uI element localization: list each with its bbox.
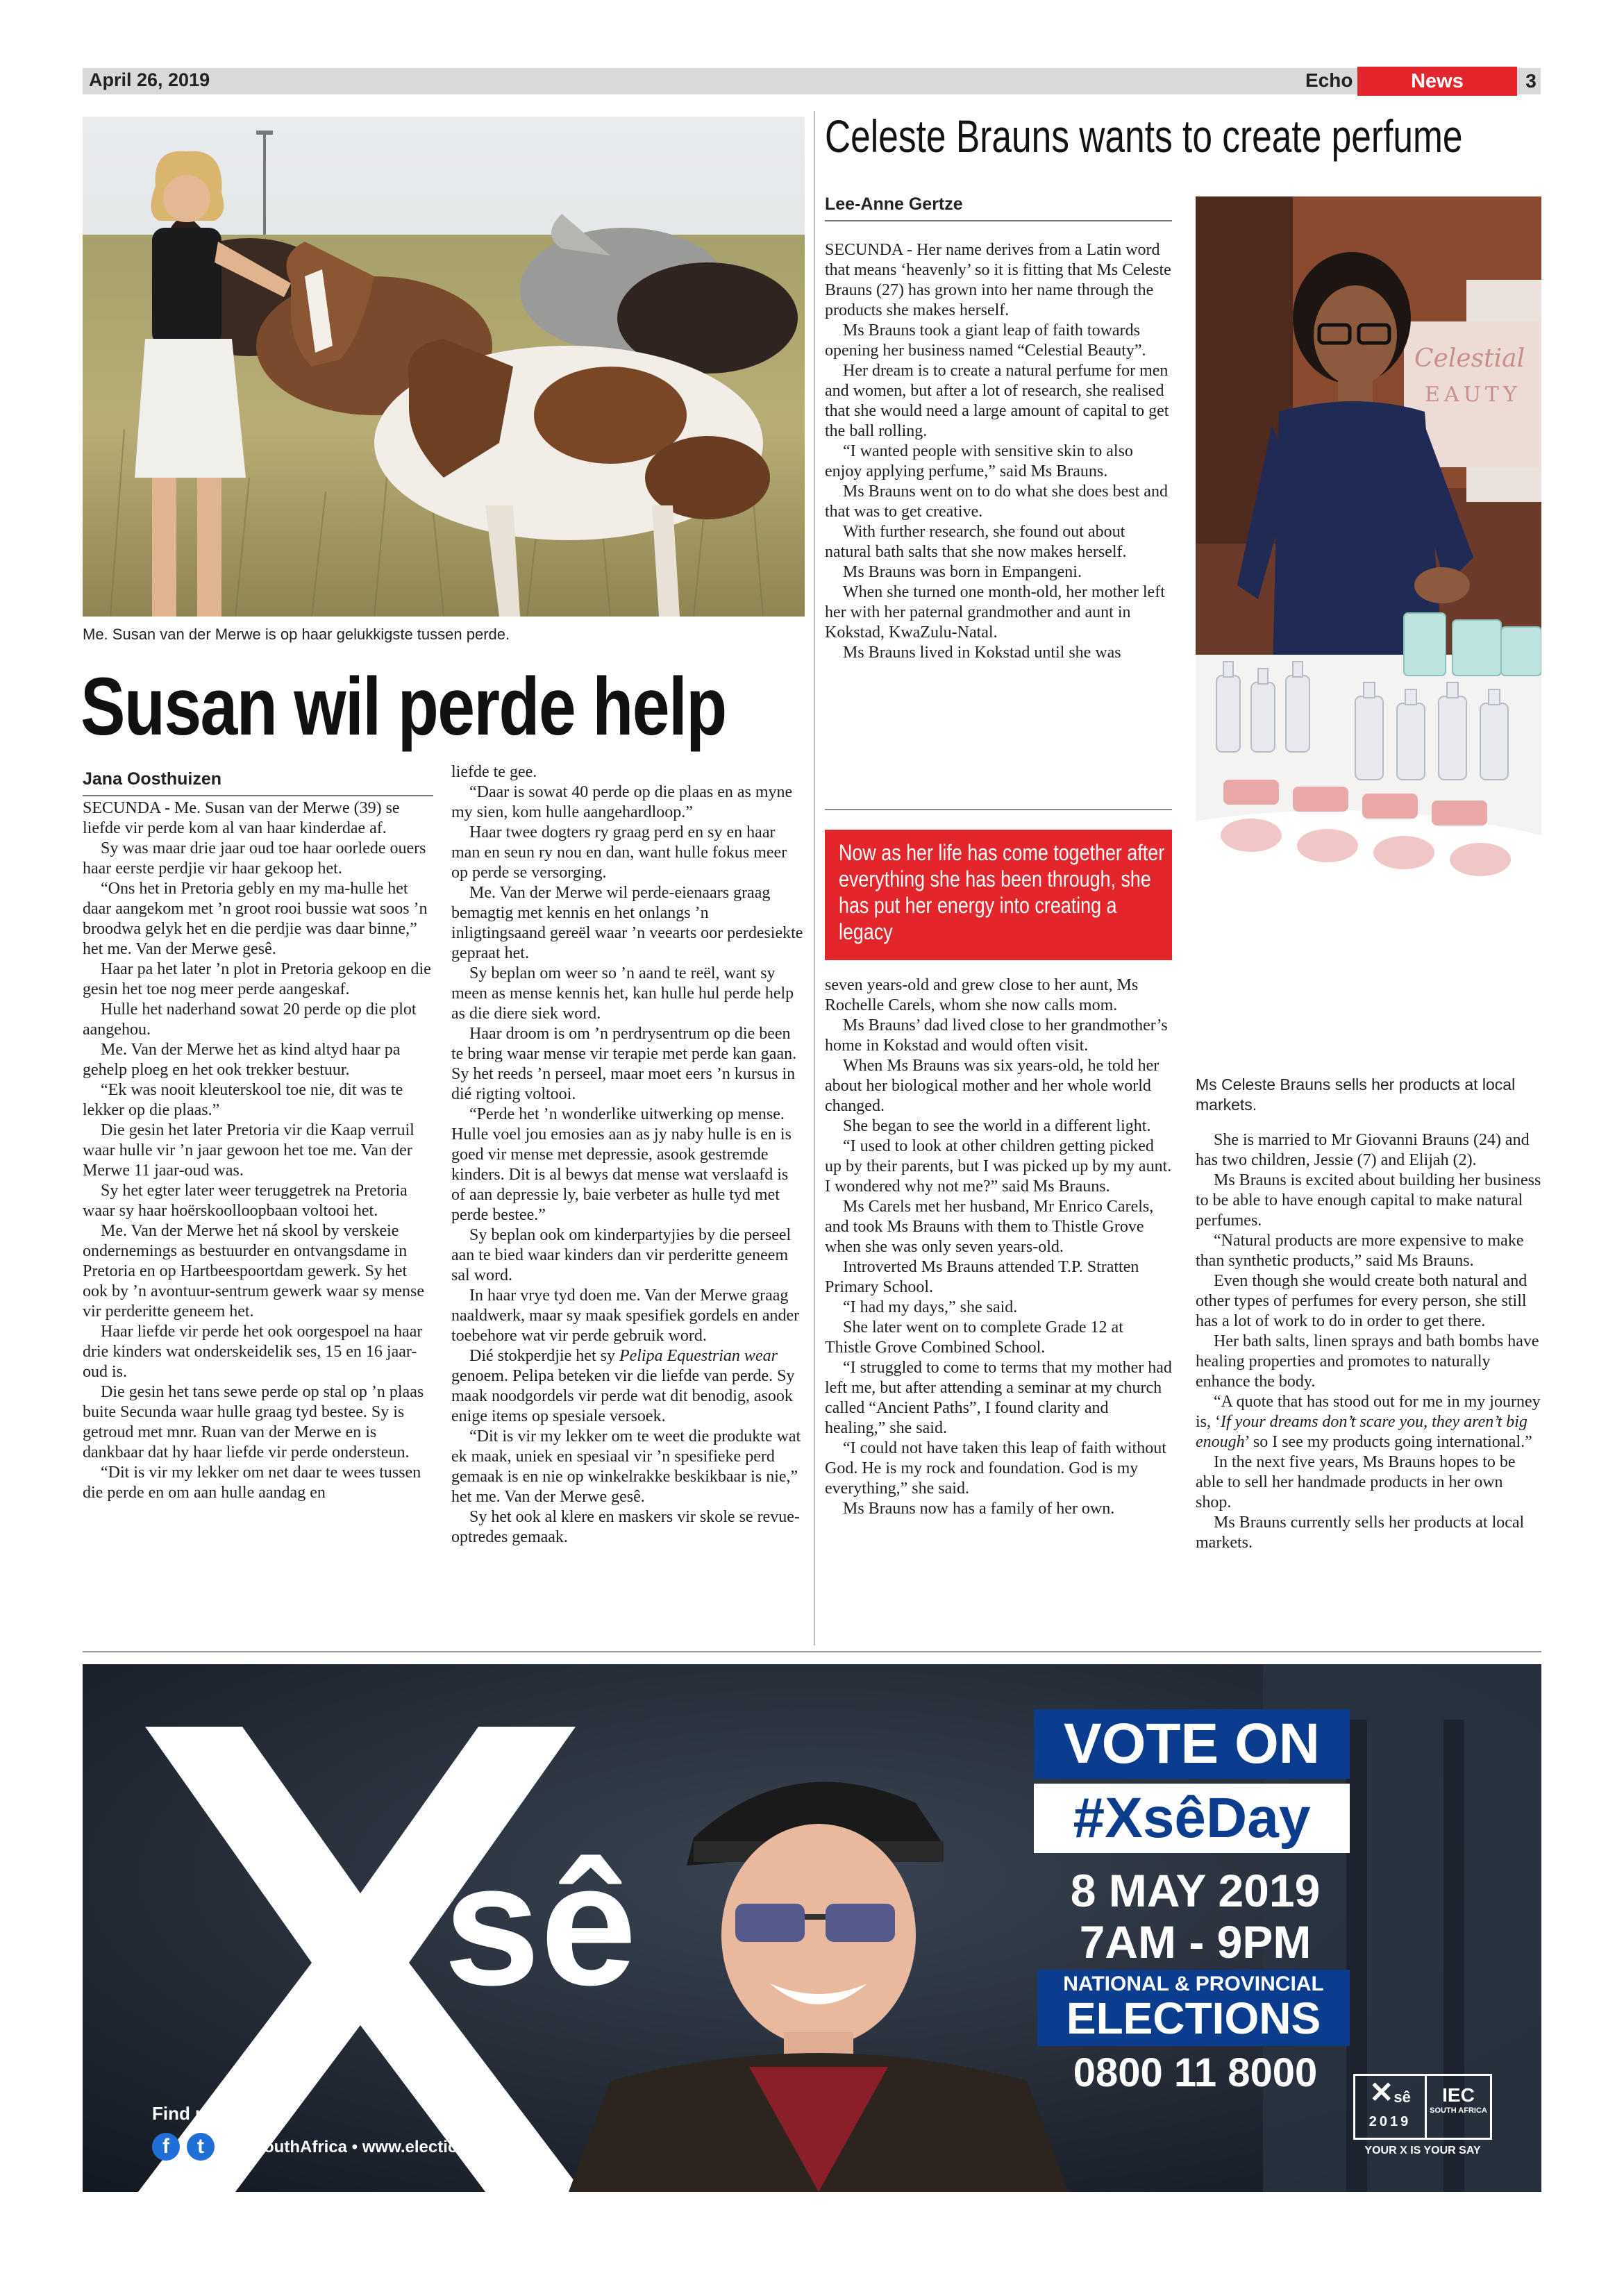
paragraph: With further research, she found out about natural bath salts that she now makes herself. (825, 523, 1127, 561)
badge-xse-word: sê (1393, 2088, 1411, 2106)
paragraph: “Dit is vir my lekker om net daar te wees tussen die perde en om aan hulle aandag en (83, 1464, 421, 1502)
paragraph: SECUNDA - Her name derives from a Latin word that means ‘heavenly’ so it is fitting that Ms Celeste Brauns (27) has grown into her name through the products she makes herself. (825, 241, 1171, 319)
paragraph: “Natural products are more expensive to make than synthetic products,” said Ms Brauns. (1196, 1232, 1524, 1270)
paragraph: Sy het egter later weer teruggetrek na Pretoria waar sy haar hoërskoolloopbaan voltooi het. (83, 1182, 408, 1220)
xseday-box: #XsêDay (1034, 1784, 1350, 1853)
story1-column-1 (83, 798, 433, 1503)
voting-hours: 7AM - 9PM (1079, 1916, 1312, 1968)
paragraph: “Ons het in Pretoria gebly en my ma-hulle het daar aangekom met ’n groot rooi bussie wat soos ’n broodwa gelyk het en die perdjie was daar binne,” het me. Van der Merwe gesê. (83, 880, 428, 958)
badge-xse (1355, 2076, 1427, 2138)
paragraph (451, 1346, 805, 1427)
text-run: genoem. Pelipa beteken vir die liefde van perde. Sy maak noodgordels vir perde wat dit benodig, asook enige items op spesiale versoek. (451, 1367, 795, 1425)
paragraph: liefde te gee. (451, 763, 537, 781)
celeste-photo-caption: Ms Celeste Brauns sells her products at local markets. (1196, 1075, 1516, 1114)
badge-iec (1427, 2076, 1490, 2138)
iec-badge (1353, 2074, 1492, 2140)
ad-top-rule (83, 1651, 1541, 1652)
story1-byline: Jana Oosthuizen (83, 769, 433, 796)
twitter-icon[interactable]: t (187, 2133, 215, 2161)
brand-name: Pelipa Equestrian wear (619, 1347, 778, 1365)
story2-column-1 (825, 240, 1172, 663)
text-run: Dié stokperdjie het sy (469, 1347, 619, 1365)
paragraph: Ms Brauns was born in Empangeni. (843, 563, 1082, 581)
story1-column-2 (451, 762, 805, 1548)
elections-line-1: NATIONAL & PROVINCIAL (1063, 1972, 1324, 1995)
paragraph: “Dit is vir my lekker om te weet die produkte wat ek maak, uniek en spesiaal vir ’n spesifieke perd gemaak is en nie op winkelrakke beskikbaar is nie,” het me. Van der Merwe gesê. (451, 1427, 801, 1506)
paragraph: Sy het ook al klere en maskers vir skole se revue-optredes gemaak. (451, 1508, 800, 1546)
stall-sign-text: EAUTY (1425, 383, 1521, 407)
paragraph: In haar vrye tyd doen me. Van der Merwe graag naaldwerk, maar sy maak spesifiek gordels en ander toebehore wat vir perde gebruik word. (451, 1287, 800, 1345)
ad-tagline: YOUR X IS YOUR SAY (1364, 2145, 1481, 2156)
vote-on-box: VOTE ON (1034, 1709, 1350, 1779)
paragraph: Ms Brauns lived in Kokstad until she was (843, 644, 1121, 662)
pull-quote (825, 830, 1172, 960)
horses-photo (83, 117, 805, 617)
paragraph: “I could not have taken this leap of faith without God. He is my rock and foundation. God is my everything,” she said. (825, 1439, 1166, 1498)
story1-headline: Susan wil perde help (81, 661, 726, 753)
story2-column-1b (825, 975, 1172, 1519)
paragraph: Haar liefde vir perde het ook oorgespoel na haar drie kinders wat onderskeidelik ses, 15 en 16 jaar-oud is. (83, 1323, 423, 1381)
paragraph: Her dream is to create a natural perfume for men and women, but after a lot of research, she realised that she would need a large amount of capital to get the ball rolling. (825, 362, 1169, 440)
stall-sign-text: Celestial (1414, 344, 1525, 373)
story2-column-2 (1196, 1130, 1541, 1553)
paragraph: Introverted Ms Brauns attended T.P. Stratten Primary School. (825, 1258, 1139, 1296)
paragraph: Hulle het naderhand sowat 20 perde op die plot aangehou. (83, 1000, 417, 1039)
celeste-photo-illustration (1196, 196, 1541, 1052)
paragraph: Haar pa het later ’n plot in Pretoria gekoop en die gesin het toe nog meer perde aangeskaf. (83, 960, 431, 998)
paragraph: “I used to look at other children getting picked up by their parents, but I was picked up by my aunt. I wondered why not me?” said Ms Brauns. (825, 1137, 1172, 1196)
paragraph: In the next five years, Ms Brauns hopes to be able to sell her handmade products in her own shop. (1196, 1453, 1516, 1511)
text-run: “A quote that has stood out for me in my journey is, ‘ (1196, 1393, 1541, 1431)
iec-logo-icon: IEC (1442, 2084, 1475, 2106)
paragraph: Ms Brauns now has a family of her own. (843, 1500, 1115, 1518)
paragraph: Ms Brauns went on to do what she does best and that was to get creative. (825, 483, 1168, 521)
paragraph: Me. Van der Merwe het ná skool by verskeie ondernemings as bestuurder en ontvangsdame in Pretoria en op Hartbeespoortdam gewerk. Sy het ook by ’n avontuur-sentrum gewerk waar sy mense vir perderitte geneem het. (83, 1222, 425, 1321)
paragraph: “I had my days,” she said. (843, 1298, 1018, 1316)
paragraph: Even though she would create both natural and other types of perfumes for every person, she still has a lot of work to do in order to get there. (1196, 1272, 1527, 1330)
find-us-label: Find us on: (152, 2103, 250, 2124)
section-label: News (1357, 67, 1517, 96)
paragraph: Her bath salts, linen sprays and bath bombs have healing properties and promotes to naturally enhance the body. (1196, 1332, 1539, 1391)
story2-byline: Lee-Anne Gertze (825, 194, 1172, 221)
paragraph: When Ms Brauns was six years-old, he told her about her biological mother and her whole world changed. (825, 1057, 1160, 1115)
paragraph: “Daar is sowat 40 perde op die plaas en as myne my sien, kom hulle aangehardloop.” (451, 783, 793, 821)
paragraph: When she turned one month-old, her mother left her with her paternal grandmother and aunt in Kokstad, KwaZulu-Natal. (825, 583, 1165, 642)
issue-date: April 26, 2019 (89, 69, 210, 90)
paragraph: Ms Brauns took a giant leap of faith towards opening her business named “Celestial Beauty”. (825, 321, 1146, 360)
paragraph: “I struggled to come to terms that my mother had left me, but after attending a seminar at my church called “Ancient Paths”, I found clarity and healing,” she said. (825, 1359, 1172, 1437)
quote-emphasis: If your dreams don’t scare you, they aren’t big enough (1196, 1413, 1527, 1451)
pull-quote-text: Now as her life has come together after everything she has been through, she has put her energy into creating a legacy (839, 840, 1165, 944)
column-divider (814, 111, 815, 1645)
iec-phone: 0800 11 8000 (1073, 2050, 1318, 2095)
paragraph: Ms Brauns is excited about building her business to be able to have enough capital to make natural perfumes. (1196, 1171, 1541, 1230)
paper-name: Echo (1305, 69, 1353, 91)
paragraph (1196, 1392, 1541, 1452)
paragraph: She began to see the world in a different light. (843, 1117, 1151, 1135)
paragraph: “Ek was nooit kleuterskool toe nie, dit was te lekker op die plaas.” (83, 1081, 403, 1119)
paragraph: “Perde het ’n wonderlike uitwerking op mense. Hulle voel jou emosies aan as jy naby hulle is en is goed vir mense met depressie, asook gestremde kinders. Dit is al bewys dat mense wat verslaafd is of aan depressie ly, baie verbeter as hulle tyd met perde bestee.” (451, 1105, 792, 1224)
paragraph: Sy was maar drie jaar oud toe haar oorlede ouers haar eerste perdjie vir haar gekoop het. (83, 839, 426, 878)
iec-country: SOUTH AFRICA (1430, 2106, 1487, 2115)
paragraph: Ms Brauns’ dad lived close to her grandmother’s home in Kokstad and would often visit. (825, 1016, 1168, 1055)
paragraph: seven years-old and grew close to her aunt, Ms Rochelle Carels, whom she now calls mom. (825, 976, 1139, 1014)
paragraph: Ms Carels met her husband, Mr Enrico Carels, and took Ms Brauns with them to Thistle Grove when she was only seven years-old. (825, 1198, 1154, 1256)
elections-line-2: ELECTIONS (1066, 1993, 1321, 2043)
badge-year: 2019 (1368, 2114, 1412, 2129)
page-number: 3 (1525, 70, 1537, 92)
paragraph: She later went on to complete Grade 12 at Thistle Grove Combined School. (825, 1318, 1123, 1357)
celeste-photo (1196, 196, 1541, 1052)
paragraph: Me. Van der Merwe wil perde-eienaars graag bemagtig met kennis en het onlangs ’n inligtingsaand gereël waar ’n veearts oor perdesiekte gepraat het. (451, 884, 803, 962)
paragraph: Haar twee dogters ry graag perd en sy en haar man en seun ry nou en dan, want hulle fokus meer op perde se versorging. (451, 823, 787, 882)
horses-photo-caption: Me. Susan van der Merwe is op haar gelukkigste tussen perde. (83, 626, 510, 643)
paragraph: Haar droom is om ’n perdrysentrum op die been te bring waar mense vir terapie met perde kan gaan. Sy het reeds ’n perseel, maar moet eers ’n kursus in dié rigting voltooi. (451, 1025, 797, 1103)
story2-headline: Celeste Brauns wants to create perfume (825, 110, 1463, 162)
paragraph: Sy beplan om weer so ’n aand te reël, want sy meen as mense kennis het, kan hulle hul perde help as die diere siek word. (451, 964, 794, 1023)
text-run: ’ so I see my products going international.” (1244, 1433, 1532, 1451)
elections-box (1037, 1970, 1350, 2046)
iec-advert (83, 1664, 1541, 2192)
social-handle-link[interactable]: IECSouthAfrica • www.elections.org.za (225, 2138, 531, 2156)
paragraph: SECUNDA - Me. Susan van der Merwe (39) se liefde vir perde kom al van haar kinderdae af. (83, 799, 400, 837)
paragraph: Sy beplan ook om kinderpartyjies by die perseel aan te bied waar kinders dan vir perderitte geneem sal word. (451, 1226, 792, 1284)
paragraph: Ms Brauns currently sells her products at local markets. (1196, 1514, 1525, 1552)
paragraph: She is married to Mr Giovanni Brauns (24) and has two children, Jessie (7) and Elijah (2). (1196, 1131, 1530, 1169)
paragraph: Me. Van der Merwe het as kind altyd haar pa gehelp ploeg en het ook trekker bestuur. (83, 1041, 401, 1079)
xse-logo-word: sê (444, 1827, 637, 2021)
horses-photo-illustration (83, 117, 805, 617)
election-date: 8 MAY 2019 (1070, 1865, 1321, 1916)
paragraph: “I wanted people with sensitive skin to also enjoy applying perfume,” said Ms Brauns. (825, 442, 1133, 480)
pullquote-top-rule (825, 809, 1172, 810)
badge-x-icon: ✕sê (1369, 2076, 1411, 2109)
paragraph: Die gesin het later Pretoria vir die Kaap verruil waar hulle vir ’n jaar gewoon het toe me. Van der Merwe 11 jaar-oud was. (83, 1121, 415, 1180)
paragraph: Die gesin het tans sewe perde op stal op ’n plaas buite Secunda waar hulle graag tyd bestee. Sy is getroud met mnr. Ruan van der Merwe en is dankbaar dat hy haar liefde vir perde ondersteun. (83, 1383, 424, 1461)
facebook-icon[interactable]: f (152, 2133, 180, 2161)
